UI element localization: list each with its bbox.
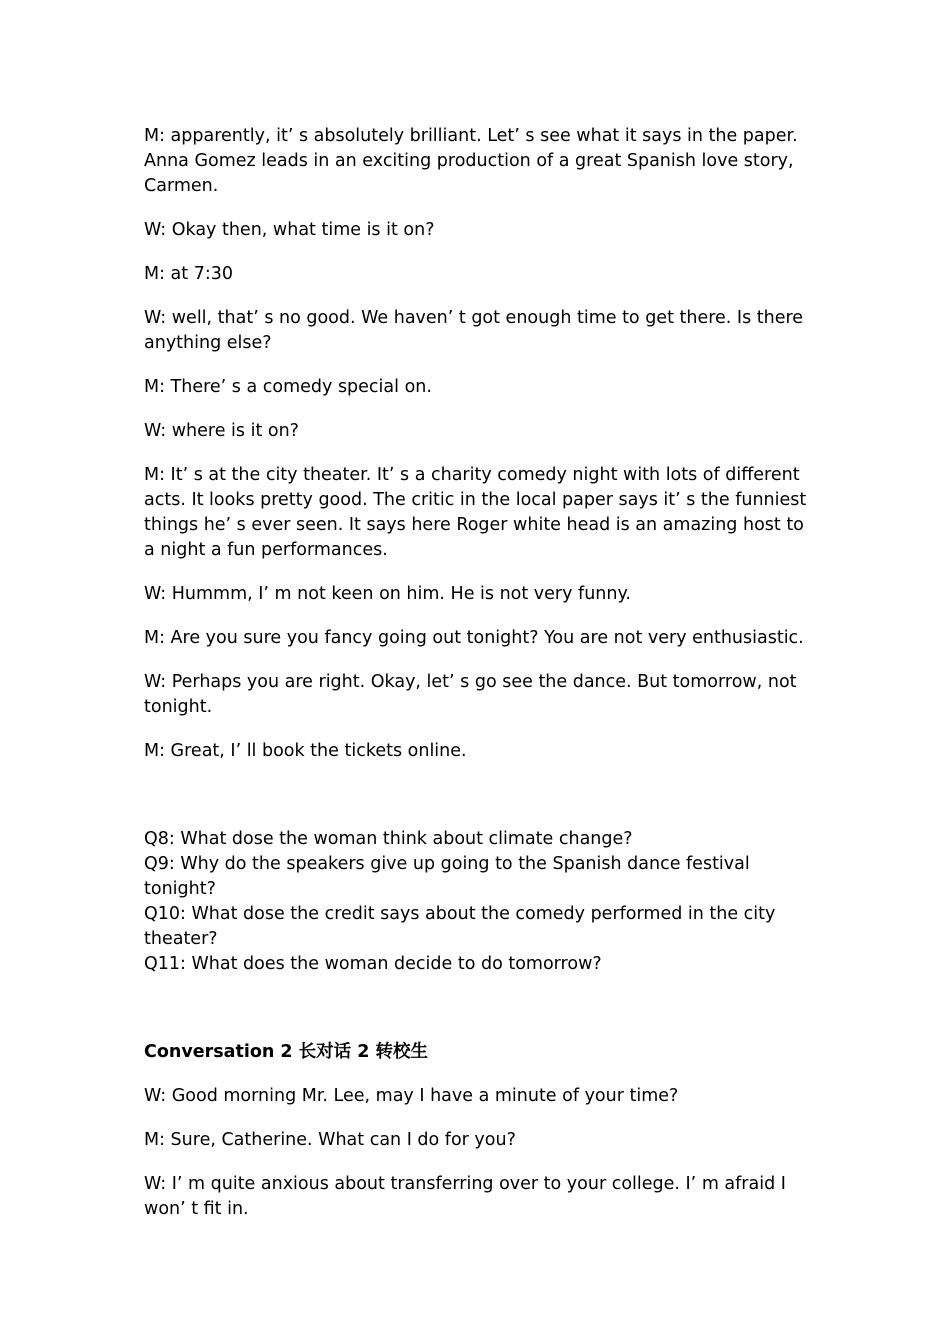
spacer	[144, 977, 814, 1040]
section-heading: Conversation 2 长对话 2 转校生	[144, 1042, 429, 1062]
question-item: Q11: What does the woman decide to do tomorrow?	[144, 954, 602, 974]
dialogue-line: M: There’ s a comedy special on.	[144, 377, 432, 397]
dialogue-line: M: Sure, Catherine. What can I do for you?	[144, 1130, 516, 1150]
dialogue-line: W: Good morning Mr. Lee, may I have a minute of your time?	[144, 1086, 679, 1106]
dialogue-line: W: Hummm, I’ m not keen on him. He is not very funny.	[144, 584, 631, 604]
question-list	[144, 827, 814, 977]
dialogue-line: W: Okay then, what time is it on?	[144, 220, 435, 240]
dialogue-line: M: at 7:30	[144, 264, 234, 284]
dialogue-line: M: It’ s at the city theater. It’ s a charity comedy night with lots of different acts. It looks pretty good. The critic in the local paper says it’ s the funniest things he’ s ever seen. It says here Roger white head is an amazing host to a night a fun performances.	[144, 465, 807, 560]
dialogue-line: W: where is it on?	[144, 421, 299, 441]
question-item: Q8: What dose the woman think about climate change?	[144, 829, 633, 849]
dialogue-line: M: Are you sure you fancy going out tonight? You are not very enthusiastic.	[144, 628, 804, 648]
spacer	[144, 783, 814, 827]
dialogue-line: M: Great, I’ ll book the tickets online.	[144, 741, 467, 761]
dialogue-line: M: apparently, it’ s absolutely brilliant. Let’ s see what it says in the paper. Anna Gomez leads in an exciting production of a great Spanish love story, Carmen.	[144, 126, 798, 196]
document-page	[144, 124, 814, 1241]
dialogue-line: W: I’ m quite anxious about transferring over to your college. I’ m afraid I won’ t fit in.	[144, 1174, 786, 1219]
question-item: Q10: What dose the credit says about the comedy performed in the city theater?	[144, 904, 776, 949]
question-item: Q9: Why do the speakers give up going to the Spanish dance festival tonight?	[144, 854, 750, 899]
dialogue-line: W: Perhaps you are right. Okay, let’ s go see the dance. But tomorrow, not tonight.	[144, 672, 797, 717]
dialogue-line: W: well, that’ s no good. We haven’ t got enough time to get there. Is there anything else?	[144, 308, 804, 353]
